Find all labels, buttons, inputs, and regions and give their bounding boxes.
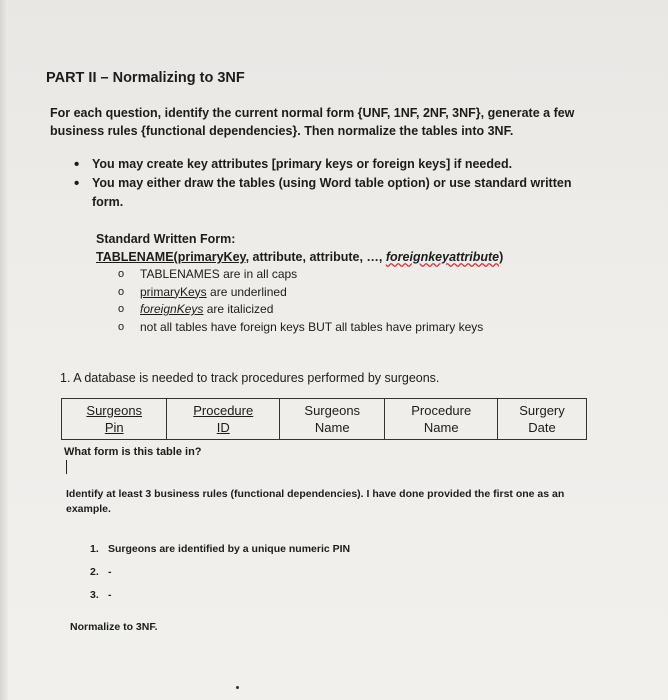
business-rules-list	[90, 538, 350, 607]
instruction-list	[74, 155, 584, 212]
example-foreign-key: foreignkeyattribute	[385, 250, 500, 264]
table-cell-surgery-date: Surgery Date	[498, 399, 587, 440]
list-item[interactable]: 1. Surgeons are identified by a unique numeric PIN	[90, 543, 351, 555]
text-cursor[interactable]	[66, 460, 67, 474]
list-item[interactable]: 3. -	[90, 589, 112, 601]
rule-item: o primaryKeys are underlined	[118, 284, 483, 302]
stray-mark	[236, 686, 239, 689]
form-prompt: What form is this table in?	[64, 446, 202, 458]
table-row	[62, 399, 587, 440]
table-cell-surgeons-name: Surgeons Name	[280, 399, 385, 440]
table-cell-procedure-name: Procedure Name	[385, 399, 498, 440]
example-attributes: , attribute, attribute, …,	[245, 250, 386, 264]
intro-paragraph: For each question, identify the current normal form {UNF, 1NF, 2NF, 3NF}, generate a few business rules {functional dependencies}. Then normalize the tables into 3NF.	[50, 106, 575, 138]
standard-form-label: Standard Written Form:	[96, 232, 236, 246]
rule-item: o TABLENAMES are in all caps	[118, 266, 483, 284]
standard-form-example	[96, 250, 503, 264]
list-item[interactable]: 2. -	[90, 566, 112, 578]
standard-form-rules	[118, 266, 483, 336]
identify-prompt: Identify at least 3 business rules (functional dependencies). I have done provided the first one as an example.	[66, 488, 565, 515]
question-1-text: 1. A database is needed to track procedures performed by surgeons.	[60, 371, 440, 385]
instruction-item: • You may either draw the tables (using Word table option) or use standard written form.	[74, 174, 584, 212]
example-close-paren: )	[499, 250, 504, 264]
example-table-name: TABLENAME(primaryKey	[96, 250, 246, 264]
procedures-table	[61, 398, 587, 440]
table-cell-surgeons-pin: Surgeons Pin	[62, 399, 167, 440]
section-heading: PART II – Normalizing to 3NF	[46, 70, 245, 86]
table-cell-procedure-id: Procedure ID	[167, 399, 280, 440]
rule-item: o not all tables have foreign keys BUT all tables have primary keys	[118, 319, 483, 337]
page-edge	[0, 0, 8, 700]
instruction-item: • You may create key attributes [primary keys or foreign keys] if needed.	[74, 155, 584, 174]
rule-item: o foreignKeys are italicized	[118, 301, 483, 319]
normalize-prompt: Normalize to 3NF.	[70, 621, 158, 633]
